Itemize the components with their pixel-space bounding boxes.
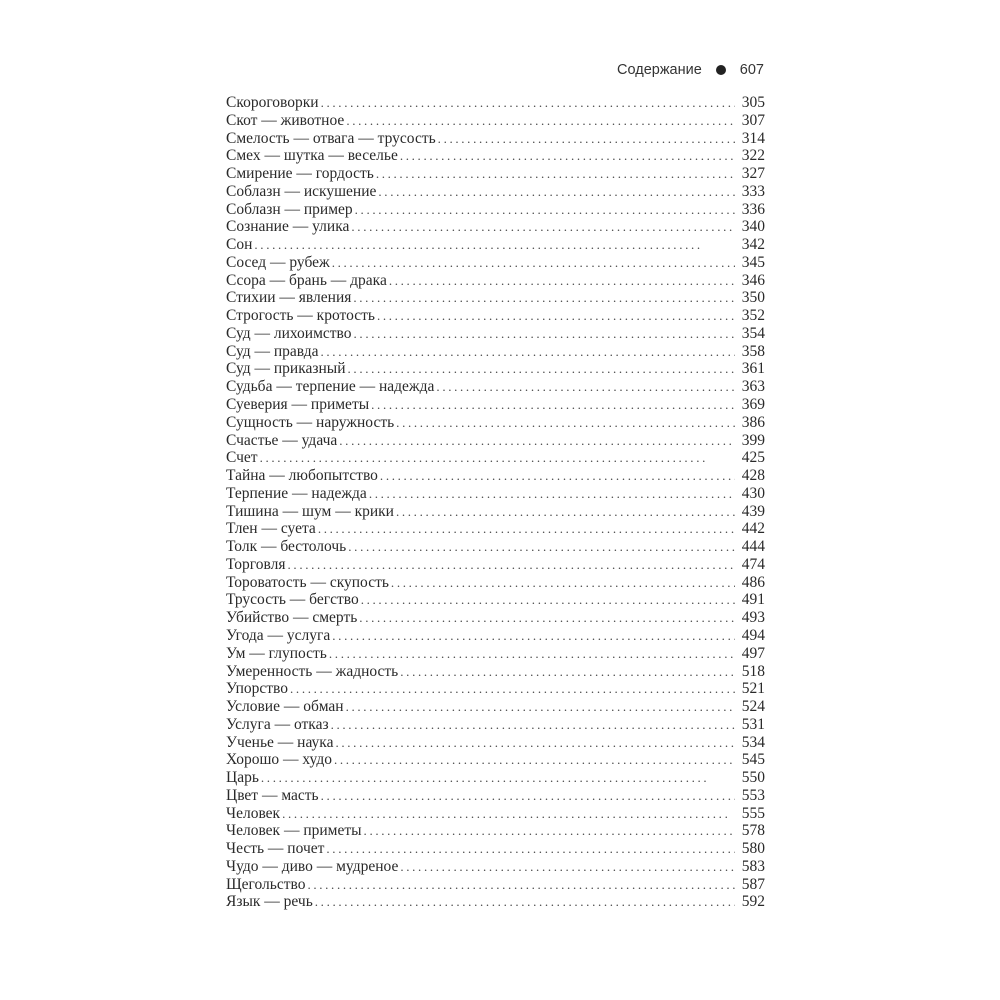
toc-entry [226, 716, 765, 734]
entry-title: Условие — обман [226, 698, 344, 716]
toc-entry [226, 591, 765, 609]
dot-leader [400, 663, 735, 681]
toc-entry [226, 751, 765, 769]
dot-leader [326, 840, 735, 858]
entry-title: Смирение — гордость [226, 165, 374, 183]
toc-entry [226, 467, 765, 485]
entry-title: Щегольство [226, 875, 306, 893]
entry-page: 358 [741, 342, 765, 360]
dot-leader [389, 272, 735, 290]
dot-leader [359, 609, 735, 627]
toc-entry [226, 520, 765, 538]
dot-leader [348, 538, 735, 556]
entry-title: Соблазн — пример [226, 200, 353, 218]
entry-page: 524 [741, 698, 765, 716]
entry-title: Тайна — любопытство [226, 467, 378, 485]
toc-entry [226, 556, 765, 574]
entry-page: 363 [741, 378, 765, 396]
entry-title: Суд — приказный [226, 360, 346, 378]
bullet-separator [716, 65, 726, 75]
entry-page: 428 [741, 467, 765, 485]
dot-leader [361, 591, 735, 609]
entry-page: 333 [741, 182, 765, 200]
dot-leader [332, 254, 735, 272]
dot-leader [318, 520, 735, 538]
entry-page: 386 [741, 413, 765, 431]
dot-leader [354, 325, 735, 343]
toc-entry [226, 254, 765, 272]
entry-title: Соблазн — искушение [226, 182, 377, 200]
entry-title: Честь — почет [226, 840, 325, 858]
entry-title: Угода — услуга [226, 626, 331, 644]
entry-title: Ссора — брань — драка [226, 271, 387, 289]
toc-entry [226, 805, 765, 823]
entry-title: Суд — правда [226, 342, 319, 360]
entry-page: 352 [741, 307, 765, 325]
entry-page: 580 [741, 840, 765, 858]
entry-page: 369 [741, 396, 765, 414]
toc-entry [226, 289, 765, 307]
dot-leader [321, 343, 736, 361]
toc-entry [226, 236, 765, 254]
toc-entry [226, 858, 765, 876]
toc-entry [226, 183, 765, 201]
entry-title: Торговля [226, 555, 286, 573]
entry-page: 550 [741, 769, 765, 787]
entry-title: Судьба — терпение — надежда [226, 378, 435, 396]
entry-page: 439 [741, 502, 765, 520]
toc-entry [226, 112, 765, 130]
toc-entry [226, 893, 765, 911]
toc-entry [226, 130, 765, 148]
entry-page: 583 [741, 857, 765, 875]
entry-page: 578 [741, 822, 765, 840]
entry-title: Сон [226, 236, 253, 254]
entry-title: Убийство — смерть [226, 609, 358, 627]
entry-title: Сущность — наружность [226, 413, 395, 431]
toc-entry [226, 165, 765, 183]
entry-page: 444 [741, 538, 765, 556]
entry-title: Смелость — отвага — трусость [226, 129, 436, 147]
entry-title: Человек — приметы [226, 822, 362, 840]
toc-entry [226, 360, 765, 378]
entry-title: Трусость — бегство [226, 591, 359, 609]
entry-page: 592 [741, 893, 765, 911]
dot-leader [334, 751, 735, 769]
entry-page: 555 [741, 804, 765, 822]
entry-title: Тишина — шум — крики [226, 502, 394, 520]
toc-entry [226, 609, 765, 627]
toc-entry [226, 680, 765, 698]
dot-leader [261, 769, 735, 787]
entry-title: Суеверия — приметы [226, 396, 370, 414]
dot-leader [364, 822, 735, 840]
entry-title: Счастье — удача [226, 431, 338, 449]
entry-page: 361 [741, 360, 765, 378]
dot-leader [371, 396, 735, 414]
toc-entry [226, 876, 765, 894]
entry-title: Умеренность — жадность [226, 662, 399, 680]
dot-leader [377, 307, 735, 325]
toc-entry [226, 432, 765, 450]
entry-title: Тлен — суета [226, 520, 316, 538]
dot-leader [260, 449, 735, 467]
entry-page: 491 [741, 591, 765, 609]
page-number: 607 [739, 62, 764, 78]
dot-leader [396, 414, 735, 432]
entry-page: 346 [741, 271, 765, 289]
toc-entry [226, 147, 765, 165]
entry-page: 345 [741, 253, 765, 271]
entry-page: 342 [741, 236, 765, 254]
entry-page: 399 [741, 431, 765, 449]
entry-title: Человек [226, 804, 281, 822]
dot-leader [391, 574, 735, 592]
entry-page: 354 [741, 324, 765, 342]
entry-page: 531 [741, 715, 765, 733]
entry-title: Суд — лихоимство [226, 324, 352, 342]
entry-title: Ученье — наука [226, 733, 334, 751]
toc-entry [226, 485, 765, 503]
entry-page: 442 [741, 520, 765, 538]
entry-page: 494 [741, 626, 765, 644]
toc-entry [226, 538, 765, 556]
entry-title: Счет [226, 449, 258, 467]
entry-title: Хорошо — худо [226, 751, 332, 769]
entry-page: 430 [741, 484, 765, 502]
toc-entry [226, 378, 765, 396]
entry-page: 553 [741, 786, 765, 804]
toc-entry [226, 94, 765, 112]
toc-entry [226, 201, 765, 219]
toc-entry [226, 449, 765, 467]
dot-leader [335, 734, 735, 752]
entry-title: Терпение — надежда [226, 484, 367, 502]
dot-leader [369, 485, 735, 503]
entry-title: Услуга — отказ [226, 715, 329, 733]
entry-page: 336 [741, 200, 765, 218]
entry-title: Упорство [226, 680, 289, 698]
toc-entry [226, 574, 765, 592]
dot-leader [378, 183, 735, 201]
dot-leader [396, 503, 735, 521]
dot-leader [353, 289, 735, 307]
entry-page: 350 [741, 289, 765, 307]
dot-leader [288, 556, 735, 574]
entry-title: Язык — речь [226, 893, 313, 911]
dot-leader [355, 201, 735, 219]
toc-entry [226, 663, 765, 681]
toc-entry [226, 769, 765, 787]
dot-leader [282, 805, 735, 823]
dot-leader [331, 716, 735, 734]
dot-leader [346, 698, 735, 716]
toc-entry [226, 325, 765, 343]
toc-entry [226, 218, 765, 236]
section-title: Содержание [617, 62, 702, 78]
dot-leader [438, 130, 735, 148]
entry-title: Ум — глупость [226, 644, 327, 662]
entry-page: 497 [741, 644, 765, 662]
entry-page: 425 [741, 449, 765, 467]
entry-title: Сосед — рубеж [226, 253, 330, 271]
toc-entry [226, 343, 765, 361]
entry-page: 518 [741, 662, 765, 680]
entry-title: Стихии — явления [226, 289, 352, 307]
entry-page: 314 [741, 129, 765, 147]
entry-title: Царь [226, 769, 259, 787]
dot-leader [376, 165, 735, 183]
entry-title: Тороватость — скупость [226, 573, 389, 591]
toc-entry [226, 627, 765, 645]
toc-entry [226, 307, 765, 325]
entry-page: 474 [741, 555, 765, 573]
entry-title: Чудо — диво — мудреное [226, 857, 399, 875]
dot-leader [315, 893, 735, 911]
table-of-contents [226, 94, 765, 911]
entry-page: 493 [741, 609, 765, 627]
entry-title: Скот — животное [226, 111, 345, 129]
dot-leader [348, 360, 735, 378]
toc-entry [226, 414, 765, 432]
toc-entry [226, 698, 765, 716]
entry-page: 305 [741, 94, 765, 111]
entry-page: 327 [741, 165, 765, 183]
toc-entry [226, 822, 765, 840]
dot-leader [329, 645, 735, 663]
toc-entry [226, 396, 765, 414]
entry-page: 322 [741, 147, 765, 165]
running-header [617, 62, 764, 78]
dot-leader [321, 94, 735, 112]
dot-leader [436, 378, 735, 396]
dot-leader [307, 876, 735, 894]
entry-title: Скороговорки [226, 94, 319, 111]
entry-title: Толк — бестолочь [226, 538, 347, 556]
entry-title: Смех — шутка — веселье [226, 147, 398, 165]
entry-page: 340 [741, 218, 765, 236]
dot-leader [339, 432, 735, 450]
dot-leader [380, 467, 735, 485]
entry-page: 545 [741, 751, 765, 769]
entry-title: Сознание — улика [226, 218, 350, 236]
dot-leader [400, 858, 735, 876]
toc-entry [226, 272, 765, 290]
entry-page: 587 [741, 875, 765, 893]
dot-leader [332, 627, 735, 645]
entry-page: 521 [741, 680, 765, 698]
toc-entry [226, 734, 765, 752]
entry-title: Цвет — масть [226, 786, 319, 804]
entry-title: Строгость — кротость [226, 307, 375, 325]
entry-page: 534 [741, 733, 765, 751]
dot-leader [351, 218, 735, 236]
toc-entry [226, 503, 765, 521]
toc-entry [226, 787, 765, 805]
entry-page: 486 [741, 573, 765, 591]
toc-entry [226, 645, 765, 663]
dot-leader [321, 787, 735, 805]
dot-leader [400, 147, 735, 165]
dot-leader [346, 112, 735, 130]
toc-entry [226, 840, 765, 858]
entry-page: 307 [741, 111, 765, 129]
dot-leader [290, 680, 735, 698]
dot-leader [254, 236, 735, 254]
